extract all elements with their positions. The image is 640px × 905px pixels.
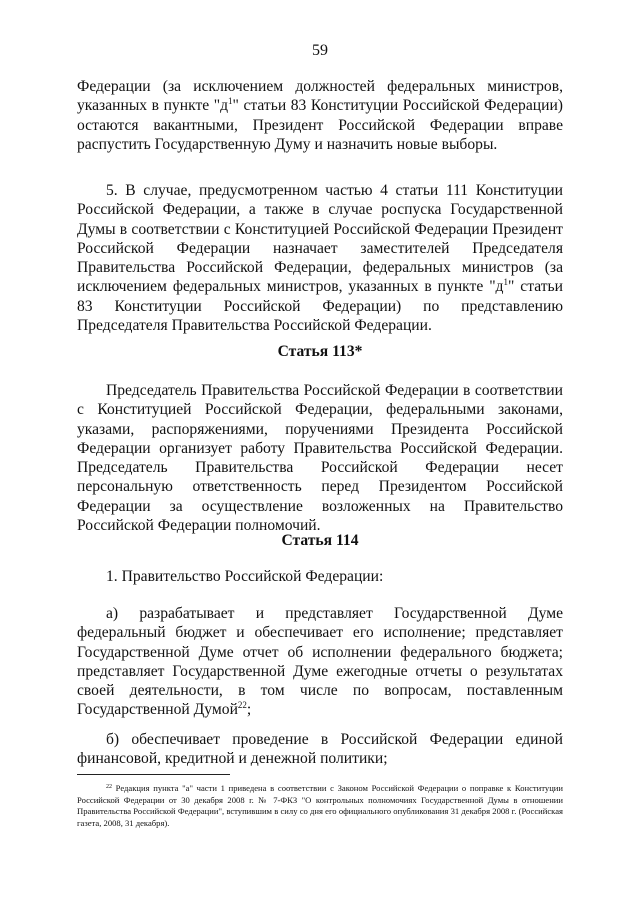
article-114-item-a <box>77 604 563 720</box>
page-number: 59 <box>312 42 328 59</box>
paragraph-item-5 <box>77 181 563 335</box>
paragraph-text: " статьи 83 Конституции Российской Федерации) по представлению Председателя Правительства Российской Федерации. <box>77 278 563 335</box>
article-114-heading: Статья 114 <box>281 532 359 549</box>
superscript: 1 <box>503 277 508 288</box>
article-114-item-1: 1. Правительство Российской Федерации: <box>106 568 384 585</box>
footnote-text: Редакция пункта "а" части 1 приведена в соответствии с Законом Российской Федерации о поправке к Конституции Российской Федерации от 30 декабря 2008 г. № 7-ФКЗ "О контрольных полномочиях Государственной Думы в отношении Правительства Российской Федерации", вступившим в силу со дня его официального опубликования 31 декабря 2008 г. (Российская газета, 2008, 31 декабря). <box>77 783 563 828</box>
article-114-item-b: б) обеспечивает проведение в Российской Федерации единой финансовой, кредитной и денежной политики; <box>77 731 563 768</box>
footnote-reference[interactable]: 22 <box>237 700 247 711</box>
superscript: 1 <box>228 96 233 107</box>
paragraph-text: ; <box>246 701 252 719</box>
footnote-divider <box>77 774 230 775</box>
paragraph-text: " статьи 83 Конституции Российской Федерации) остаются вакантными, Президент Российской Федерации вправе распустить Государственную Думу и назначить новые выборы. <box>77 97 563 153</box>
paragraph-continuation <box>77 77 563 154</box>
footnote <box>77 783 563 829</box>
paragraph-text: 5. В случае, предусмотренном частью 4 статьи 111 Конституции Российской Федерации, а также в случае роспуска Государственной Думы в соответствии с Конституцией Российской Федерации Президент Российской Федерации назначает заместителей Председателя Правительства Российской Федерации, федеральных министров (за исключением федеральных министров, указанных в пункте "д <box>77 182 563 296</box>
paragraph-text: а) разрабатывает и представляет Государственной Думе федеральный бюджет и обеспечивает его исполнение; представляет Государственной Думе отчет об исполнении федерального бюджета; представляет Государственной Думе ежегодные отчеты о результатах своей деятельности, в том числе по вопросам, поставленным Государственной Думой <box>77 605 563 719</box>
footnote-number: 22 <box>106 784 112 790</box>
article-113-heading: Статья 113* <box>277 343 363 360</box>
article-113-text: Председатель Правительства Российской Федерации в соответствии с Конституцией Российской Федерации, федеральными законами, указами, распоряжениями, поручениями Президента Российской Федерации организует работу Правительства Российской Федерации. Председатель Правительства Российской Федерации несет персональную ответственность перед Президентом Российской Федерации за осуществление возложенных на Правительство Российской Федерации полномочий. <box>77 382 563 535</box>
paragraph-text: Федерации (за исключением должностей федеральных министров, указанных в пункте "д <box>77 78 563 115</box>
